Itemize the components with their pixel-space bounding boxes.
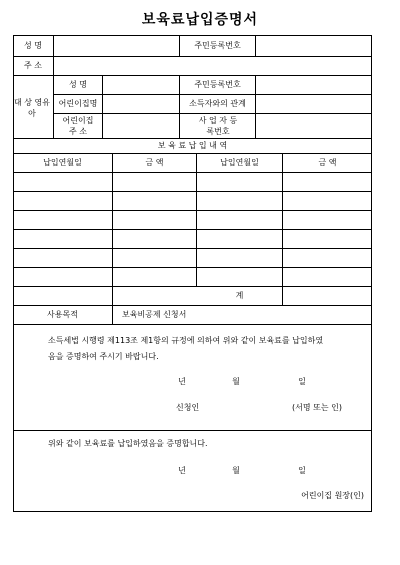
daycare-address-label: 어린이집 주 소	[62, 116, 94, 136]
certification-text: 위와 같이 보육료를 납입하였음을 증명합니다.	[48, 439, 208, 448]
request-day: 일	[298, 377, 306, 386]
payment-date-header: 납입연월일	[220, 158, 259, 167]
daycare-name-label: 어린이집명	[58, 99, 98, 108]
payment-amount-header: 금 액	[145, 158, 164, 167]
applicant-address-label: 주 소	[24, 61, 42, 70]
request-month: 월	[232, 377, 240, 386]
payment-amount-header: 금 액	[318, 158, 337, 167]
certification-day: 일	[298, 466, 306, 475]
rule	[112, 305, 113, 324]
daycare-address-value[interactable]	[103, 114, 179, 138]
applicant-sign-label: 신청인	[176, 403, 200, 412]
purpose-label: 사용목적	[47, 310, 78, 319]
infant-name-value[interactable]	[103, 76, 179, 94]
infant-rrn-label: 주민등록번호	[194, 80, 241, 89]
relationship-value[interactable]	[256, 95, 371, 113]
applicant-name-label: 성 명	[24, 41, 42, 50]
rule	[13, 324, 372, 325]
purpose-value: 보육비공제 신청서	[122, 310, 187, 319]
applicant-address-value[interactable]	[54, 57, 371, 75]
business-reg-value[interactable]	[256, 114, 371, 138]
daycare-name-value[interactable]	[103, 95, 179, 113]
payment-table-body[interactable]	[14, 173, 371, 286]
certification-year: 년	[178, 466, 186, 475]
infant-group-label: 대 상 영유아	[14, 98, 50, 118]
business-reg-label: 사 업 자 등록번호	[198, 116, 238, 136]
applicant-name-value[interactable]	[54, 36, 179, 56]
relationship-label: 소득자와의 관계	[189, 99, 246, 108]
sign-or-seal-label: (서명 또는 인)	[292, 403, 342, 412]
applicant-rrn-label: 주민등록번호	[194, 41, 241, 50]
director-seal-label: 어린이집 원장(인)	[301, 491, 364, 500]
payment-date-header: 납입연월일	[43, 158, 82, 167]
payment-total-value[interactable]	[283, 287, 371, 305]
infant-name-label: 성 명	[69, 80, 87, 89]
document-title: 보육료납입증명서	[141, 12, 259, 28]
payment-total-label: 계	[235, 291, 244, 300]
rule	[13, 430, 372, 431]
payments-section-label: 보 육 료 납 입 내 역	[157, 141, 228, 150]
applicant-rrn-value[interactable]	[256, 36, 371, 56]
infant-rrn-value[interactable]	[256, 76, 371, 94]
request-text: 소득세법 시행령 제113조 제1항의 규정에 의하여 위와 같이 보육료를 납입하였음을 증명하여 주시기 바랍니다.	[48, 336, 324, 361]
request-year: 년	[178, 377, 186, 386]
certification-month: 월	[232, 466, 240, 475]
